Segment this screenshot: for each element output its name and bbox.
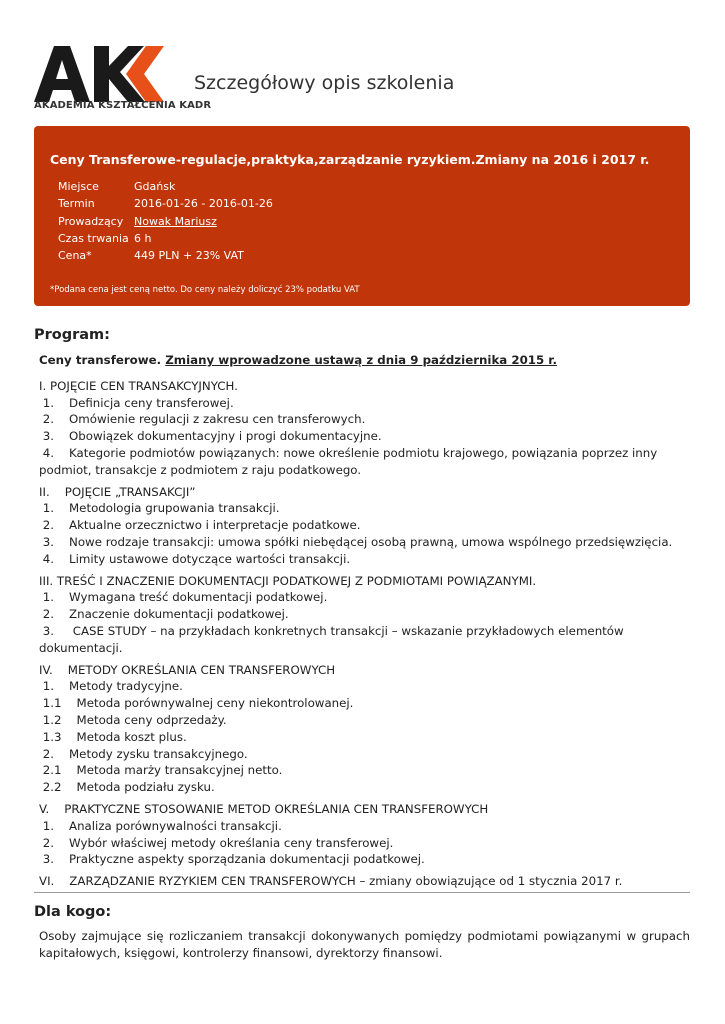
detail-label: Miejsce — [58, 180, 99, 193]
program-section — [39, 484, 689, 568]
program-item: 2. Wybór właściwej metody określania ceny transferowej. — [39, 835, 394, 850]
program-section-title: VI. ZARZĄDZANIE RYZYKIEM CEN TRANSFEROWYCH – zmiany obowiązujące od 1 stycznia 2017 r. — [39, 874, 623, 889]
program-item: 1. Metodologia grupowania transakcji. — [39, 501, 280, 516]
program-section-title: IV. METODY OKREŚLANIA CEN TRANSFEROWYCH — [39, 662, 336, 677]
detail-label: Cena* — [58, 249, 92, 263]
program-item: 2. Omówienie regulacji z zakresu cen transferowych. — [39, 412, 366, 427]
program-section — [39, 801, 689, 868]
training-title: Ceny Transferowe-regulacje,praktyka,zarządzanie ryzykiem.Zmiany na 2016 i 2017 r. — [50, 152, 650, 167]
trainer-link[interactable]: Nowak Mariusz — [134, 214, 217, 228]
program-section-title: I. POJĘCIE CEN TRANSAKCYJNYCH. — [39, 378, 238, 393]
program-section-title: II. POJĘCIE „TRANSAKCJI” — [39, 484, 196, 499]
detail-row-trainer — [58, 215, 273, 232]
program-item: 3. Praktyczne aspekty sporządzania dokumentacji podatkowej. — [39, 852, 425, 867]
program-section — [39, 573, 689, 657]
program-heading: Program: — [34, 327, 110, 343]
program-item: 2.2 Metoda podziału zysku. — [39, 780, 215, 795]
program-item: 1. Definicja ceny transferowej. — [39, 395, 234, 410]
detail-row-price — [58, 249, 273, 266]
audience-text: Osoby zajmujące się rozliczaniem transakcji dokonywanych pomiędzy podmiotami powiązanymi w grupach kapitałowych, księgowi, kontrolerzy finansowi, dyrektorzy finansowi. — [39, 929, 690, 960]
detail-row-date — [58, 197, 273, 214]
program-item: 3. CASE STUDY – na przykładach konkretnych transakcji – wskazanie przykładowych elementów dokumentacji. — [39, 623, 628, 655]
program-section — [39, 378, 689, 479]
program-lead-plain: Ceny transferowe. — [39, 353, 162, 367]
program-item: 2.1 Metoda marży transakcyjnej netto. — [39, 763, 283, 778]
program-section — [39, 873, 689, 890]
program-item: 3. Nowe rodzaje transakcji: umowa spółki niebędącej osobą prawną, umowa wspólnego przedsięwzięcia. — [39, 534, 673, 549]
document-title: Szczegółowy opis szkolenia — [194, 72, 455, 94]
program-item: 2. Metody zysku transakcyjnego. — [39, 746, 248, 761]
program-item: 2. Aktualne orzecznictwo i interpretacje podatkowe. — [39, 518, 361, 533]
program-item: 3. Obowiązek dokumentacyjny i progi dokumentacyjne. — [39, 429, 382, 444]
program-item: 1. Analiza porównywalności transakcji. — [39, 818, 282, 833]
detail-row-location — [58, 180, 273, 197]
program-item: 1.3 Metoda koszt plus. — [39, 729, 187, 744]
audience-heading: Dla kogo: — [34, 904, 112, 920]
training-details — [58, 180, 273, 266]
program-item: 1. Wymagana treść dokumentacji podatkowej. — [39, 590, 328, 605]
logo-org-name: AKADEMIA KSZTAŁCENIA KADR — [34, 100, 212, 111]
detail-label: Termin — [58, 197, 95, 211]
program-item: 2. Znaczenie dokumentacji podatkowej. — [39, 607, 289, 622]
program-item: 4. Kategorie podmiotów powiązanych: nowe określenie podmiotu krajowego, powiązania poprzez inny podmiot, transakcje z podmiotem z raju podatkowego. — [39, 445, 661, 477]
program-section-title: V. PRAKTYCZNE STOSOWANIE METOD OKREŚLANIA CEN TRANSFEROWYCH — [39, 801, 489, 816]
program-section — [39, 662, 689, 796]
detail-value: Gdańsk — [134, 180, 176, 193]
program-blocks — [39, 378, 689, 890]
program-content — [39, 352, 689, 895]
program-item: 1. Metody tradycyjne. — [39, 679, 183, 694]
program-section-title: III. TREŚĆ I ZNACZENIE DOKUMENTACJI PODATKOWEJ Z PODMIOTAMI POWIĄZANYMI. — [39, 573, 537, 588]
program-item: 4. Limity ustawowe dotyczące wartości transakcji. — [39, 551, 351, 566]
detail-value: 6 h — [134, 231, 152, 245]
detail-value: 2016-01-26 - 2016-01-26 — [134, 197, 273, 211]
detail-label: Czas trwania — [58, 231, 129, 245]
program-item: 1.2 Metoda ceny odprzedaży. — [39, 712, 227, 727]
section-divider — [34, 892, 690, 893]
program-lead-underlined: Zmiany wprowadzone ustawą z dnia 9 października 2015 r. — [165, 353, 557, 367]
program-item: 1.1 Metoda porównywalnej ceny niekontrolowanej. — [39, 696, 354, 711]
detail-row-duration — [58, 232, 273, 249]
training-info-banner — [34, 126, 690, 306]
program-lead — [39, 352, 689, 369]
price-note: *Podana cena jest ceną netto. Do ceny należy doliczyć 23% podatku VAT — [50, 285, 360, 295]
detail-label: Prowadzący — [58, 214, 124, 228]
detail-value: 449 PLN + 23% VAT — [134, 249, 244, 263]
